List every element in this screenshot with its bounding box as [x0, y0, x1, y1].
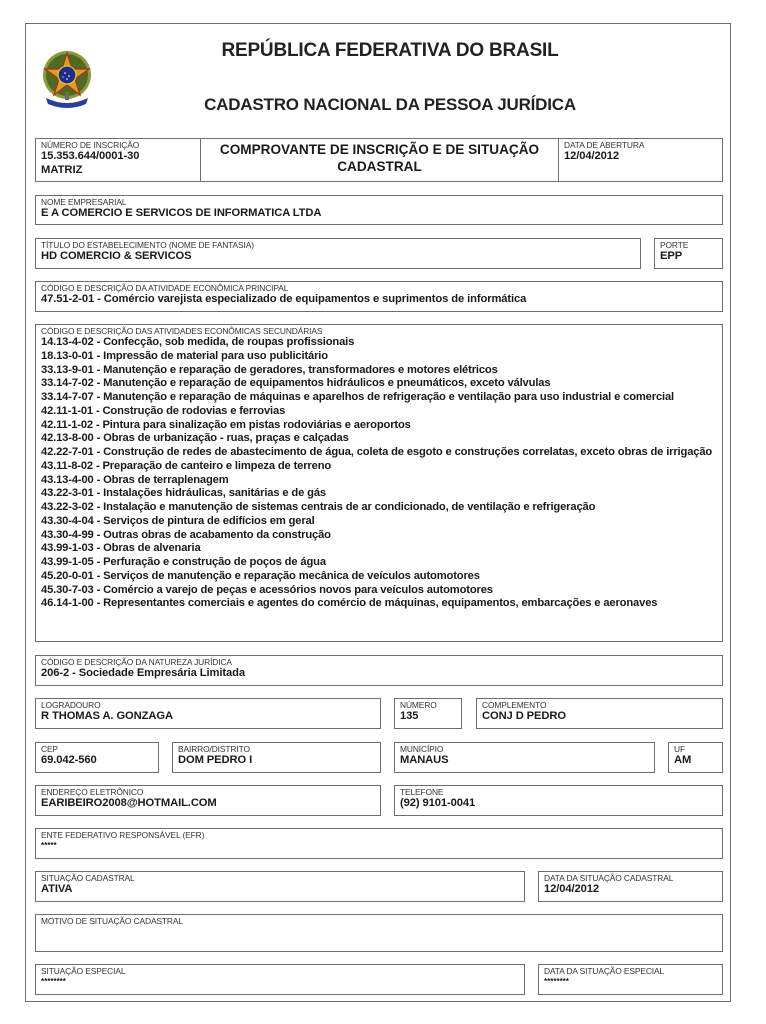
atividades-secundarias-label: CÓDIGO E DESCRIÇÃO DAS ATIVIDADES ECONÔMICAS SECUNDÁRIAS — [41, 326, 323, 336]
bairro-label: BAIRRO/DISTRITO — [178, 744, 250, 754]
atividade-secundaria-item: 43.22-3-02 - Instalação e manutenção de sistemas centrais de ar condicionado, de ventilação e refrigeração — [41, 501, 596, 513]
atividade-secundaria-item: 43.99-1-03 - Obras de alvenaria — [41, 542, 201, 555]
numero-value: 135 — [400, 710, 419, 722]
titulo-box — [35, 238, 641, 269]
atividade-principal-label: CÓDIGO E DESCRIÇÃO DA ATIVIDADE ECONÔMICA PRINCIPAL — [41, 283, 289, 293]
atividade-secundaria-item: 33.14-7-07 - Manutenção e reparação de máquinas e aparelhos de refrigeração e ventilação para uso industrial e comercial — [41, 391, 675, 403]
document-title-box — [200, 138, 559, 182]
situacao-box — [35, 871, 525, 902]
document-title-line2: CADASTRAL — [337, 159, 422, 174]
atividade-principal-box — [35, 281, 723, 312]
atividade-secundaria-item: 18.13-0-01 - Impressão de material para uso publicitário — [41, 349, 328, 362]
natureza-juridica-box — [35, 655, 723, 686]
uf-box — [668, 742, 723, 773]
telefone-value: (92) 9101-0041 — [400, 797, 476, 809]
titulo-label: TÍTULO DO ESTABELECIMENTO (NOME DE FANTASIA) — [41, 240, 254, 250]
municipio-value: MANAUS — [400, 754, 449, 766]
atividade-secundaria-item: 45.30-7-03 - Comércio a varejo de peças e acessórios novos para veículos automotores — [41, 583, 493, 596]
atividade-secundaria-item: 43.30-4-99 - Outras obras de acabamento da construção — [41, 528, 331, 541]
atividades-secundarias-list — [41, 336, 714, 611]
cep-label: CEP — [41, 744, 58, 754]
abertura-label: DATA DE ABERTURA — [564, 140, 645, 150]
numero-label: NÚMERO — [400, 700, 437, 710]
email-value: EARIBEIRO2008@HOTMAIL.COM — [41, 797, 217, 809]
complemento-label: COMPLEMENTO — [482, 700, 547, 710]
atividade-secundaria-item: 43.13-4-00 - Obras de terraplenagem — [41, 473, 229, 486]
atividade-secundaria-item: 42.11-1-01 - Construção de rodovias e ferrovias — [41, 404, 286, 417]
atividade-secundaria-item: 42.11-1-02 - Pintura para sinalização em pistas rodoviárias e aeroportos — [41, 418, 411, 431]
atividade-secundaria-item: 42.13-8-00 - Obras de urbanização - ruas, praças e calçadas — [41, 432, 349, 445]
data-situacao-value: 12/04/2012 — [544, 883, 599, 895]
telefone-label: TELEFONE — [400, 787, 444, 797]
situacao-especial-label: SITUAÇÃO ESPECIAL — [41, 966, 126, 976]
motivo-label: MOTIVO DE SITUAÇÃO CADASTRAL — [41, 916, 183, 926]
email-box — [35, 785, 381, 816]
telefone-box — [394, 785, 723, 816]
data-situacao-especial-label: DATA DA SITUAÇÃO ESPECIAL — [544, 966, 665, 976]
motivo-box — [35, 914, 723, 952]
atividade-secundaria-item: 46.14-1-00 - Representantes comerciais e agentes do comércio de máquinas, equipamentos, embarcações e aeronaves — [41, 597, 658, 610]
atividade-secundaria-item: 43.11-8-02 - Preparação de canteiro e limpeza de terreno — [41, 459, 332, 472]
numero-box — [394, 698, 462, 729]
efr-value: ***** — [41, 841, 57, 850]
titulo-value: HD COMERCIO & SERVICOS — [41, 250, 192, 262]
logradouro-label: LOGRADOURO — [41, 700, 101, 710]
inscricao-type: MATRIZ — [41, 164, 83, 176]
municipio-box — [394, 742, 655, 773]
atividade-secundaria-item: 33.14-7-02 - Manutenção e reparação de equipamentos hidráulicos e pneumáticos, exceto válvulas — [41, 377, 551, 390]
porte-value: EPP — [660, 250, 683, 262]
porte-box — [654, 238, 723, 269]
data-situacao-label: DATA DA SITUAÇÃO CADASTRAL — [544, 873, 674, 883]
nome-empresarial-label: NOME EMPRESARIAL — [41, 197, 127, 207]
inscricao-number: 15.353.644/0001-30 — [41, 150, 140, 162]
atividade-secundaria-item: 42.22-7-01 - Construção de redes de abastecimento de água, coleta de esgoto e construções correlatas, exceto obras de irrigação — [41, 446, 713, 458]
uf-label: UF — [674, 744, 685, 754]
inscricao-box — [35, 138, 201, 182]
brazil-coat-of-arms-icon — [38, 48, 96, 110]
inscricao-label: NÚMERO DE INSCRIÇÃO — [41, 140, 140, 150]
municipio-label: MUNICÍPIO — [400, 744, 444, 754]
atividade-secundaria-item: 45.20-0-01 - Serviços de manutenção e reparação mecânica de veículos automotores — [41, 569, 480, 582]
nome-empresarial-value: E A COMERCIO E SERVICOS DE INFORMATICA LTDA — [41, 207, 322, 219]
atividade-secundaria-item: 43.99-1-05 - Perfuração e construção de poços de água — [41, 556, 326, 568]
situacao-especial-value: ******** — [41, 977, 66, 986]
uf-value: AM — [674, 754, 692, 766]
nome-empresarial-box — [35, 195, 723, 225]
efr-box — [35, 828, 723, 859]
data-situacao-especial-value: ******** — [544, 977, 569, 986]
email-label: ENDEREÇO ELETRÔNICO — [41, 787, 144, 797]
bairro-value: DOM PEDRO I — [178, 754, 253, 766]
logradouro-value: R THOMAS A. GONZAGA — [41, 710, 173, 722]
document-title-line1: COMPROVANTE DE INSCRIÇÃO E DE SITUAÇÃO — [219, 142, 540, 157]
natureza-juridica-label: CÓDIGO E DESCRIÇÃO DA NATUREZA JURÍDICA — [41, 657, 232, 667]
atividades-secundarias-box — [35, 324, 723, 642]
complemento-value: CONJ D PEDRO — [482, 710, 566, 722]
cep-box — [35, 742, 159, 773]
cep-value: 69.042-560 — [41, 754, 97, 766]
data-situacao-box — [538, 871, 723, 902]
atividade-secundaria-item: 33.13-9-01 - Manutenção e reparação de geradores, transformadores e motores elétricos — [41, 363, 498, 376]
header-title: REPÚBLICA FEDERATIVA DO BRASIL — [221, 40, 559, 61]
porte-label: PORTE — [660, 240, 689, 250]
atividade-secundaria-item: 43.30-4-04 - Serviços de pintura de edifícios em geral — [41, 514, 315, 527]
logradouro-box — [35, 698, 381, 729]
situacao-value: ATIVA — [41, 883, 73, 895]
efr-label: ENTE FEDERATIVO RESPONSÁVEL (EFR) — [41, 830, 205, 840]
natureza-juridica-value: 206-2 - Sociedade Empresária Limitada — [41, 667, 245, 679]
complemento-box — [476, 698, 723, 729]
situacao-label: SITUAÇÃO CADASTRAL — [41, 873, 135, 883]
situacao-especial-box — [35, 964, 525, 995]
bairro-box — [172, 742, 381, 773]
atividade-secundaria-item: 14.13-4-02 - Confecção, sob medida, de roupas profissionais — [41, 336, 355, 348]
document-title — [201, 141, 558, 175]
data-situacao-especial-box — [538, 964, 723, 995]
abertura-box — [558, 138, 723, 182]
header-subtitle: CADASTRO NACIONAL DA PESSOA JURÍDICA — [204, 95, 576, 114]
atividade-principal-value: 47.51-2-01 - Comércio varejista especializado de equipamentos e suprimentos de informática — [41, 293, 527, 305]
atividade-secundaria-item: 43.22-3-01 - Instalações hidráulicas, sanitárias e de gás — [41, 487, 326, 500]
abertura-value: 12/04/2012 — [564, 150, 619, 162]
